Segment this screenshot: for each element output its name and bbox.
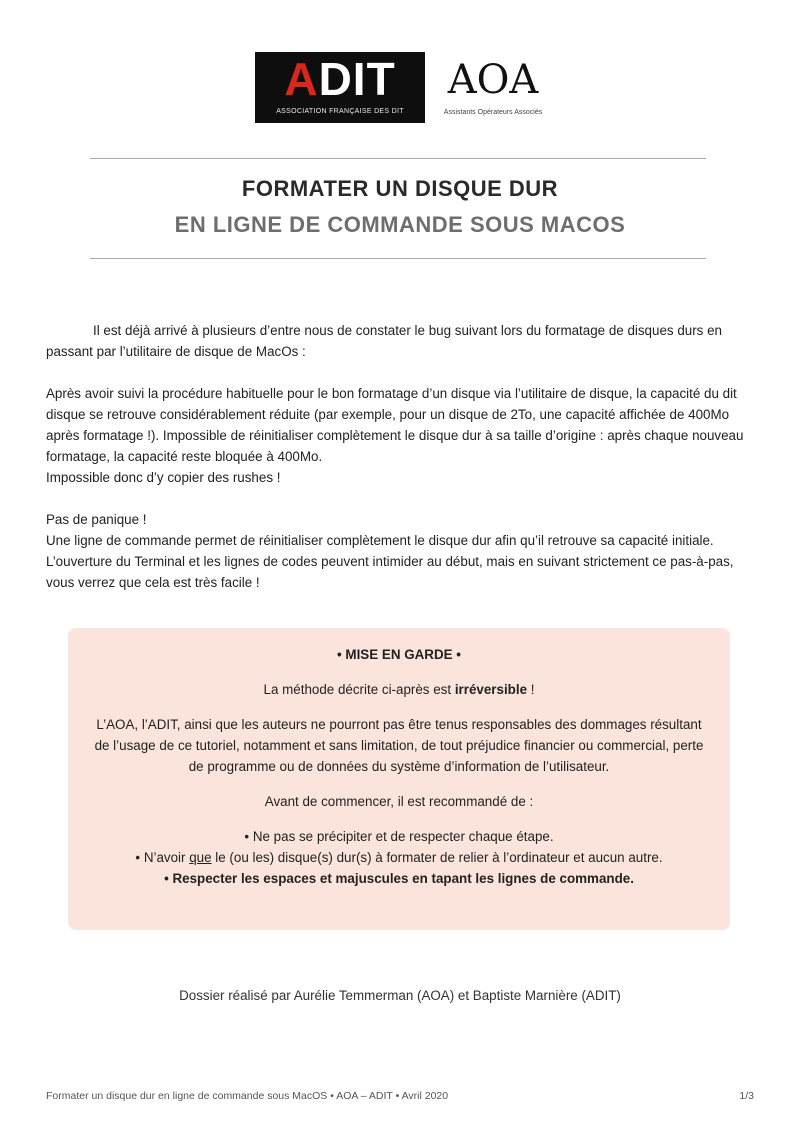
top-divider [90,158,706,159]
adit-logo-wordmark: ADIT [284,53,396,105]
intro-section [46,320,754,593]
aoa-logo-wordmark: AOA [447,57,539,103]
warning-title: • MISE EN GARDE • [337,647,461,662]
intro-paragraph-3: Impossible donc d’y copier des rushes ! [46,470,281,485]
intro-paragraph-4: Pas de panique ! [46,512,147,527]
intro-paragraph-2: Après avoir suivi la procédure habituelle pour le bon formatage d’un disque via l’utilitaire de disque, la capacité du dit disque se retrouve considérablement réduite (par exemple, pour un disque de 2To, une capacité affichée de 400Mo après formatage !). Impossible de réinitialiser complètement le disque dur à sa taille d’origine : après chaque nouveau formatage, la capacité reste bloquée à 400Mo. [46,386,744,464]
warning-box [68,628,730,930]
warning-disclaimer: L’AOA, l’ADIT, ainsi que les auteurs ne pourront pas être tenus responsables des dommages résultant de l’usage de ce tutoriel, notamment et sans limitation, de tout préjudice financier ou commercial, perte de programme ou de données du système d’information de l’utilisateur. [94,717,704,774]
warning-bullet-1: • Ne pas se précipiter et de respecter chaque étape. [244,829,554,844]
intro-paragraph-5: Une ligne de commande permet de réinitialiser complètement le disque dur afin qu’il retrouve sa capacité initiale. L’ouverture du Terminal et les lignes de codes peuvent intimider au début, mais en suivant strictement ce pas-à-pas, vous verrez que cela est très facile ! [46,533,734,590]
title-divider [90,258,706,259]
intro-paragraph-1: Il est déjà arrivé à plusieurs d’entre nous de constater le bug suivant lors du formatage de disques durs en passant par l’utilitaire de disque de MacOs : [46,323,722,359]
adit-logo [255,52,425,123]
footer-text: Formater un disque dur en ligne de commande sous MacOS • AOA – ADIT • Avril 2020 [46,1090,449,1102]
warning-bullet-3: • Respecter les espaces et majuscules en tapant les lignes de commande. [164,871,634,886]
irreversible-emphasis: irréversible [454,682,528,697]
page-title-line1: FORMATER UN DISQUE DUR [241,176,559,201]
aoa-logo [433,52,553,124]
aoa-logo-subtitle: Assistants Opérateurs Associés [443,109,543,116]
logos-header [255,52,555,124]
credits-line: Dossier réalisé par Aurélie Temmerman (AOA) et Baptiste Marnière (ADIT) [179,988,621,1003]
page-number: 1/3 [739,1090,754,1102]
warning-bullet-2: • N’avoir que le (ou les) disque(s) dur(s) à formater de relier à l’ordinateur et aucun autre. [135,850,663,865]
warning-recommend: Avant de commencer, il est recommandé de : [264,794,534,809]
warning-method-line: La méthode décrite ci-après est irréversible ! [263,682,535,697]
adit-logo-subtitle: ASSOCIATION FRANÇAISE DES DIT [276,108,404,115]
page-title-line2: EN LIGNE DE COMMANDE SOUS MACOS [174,212,626,237]
